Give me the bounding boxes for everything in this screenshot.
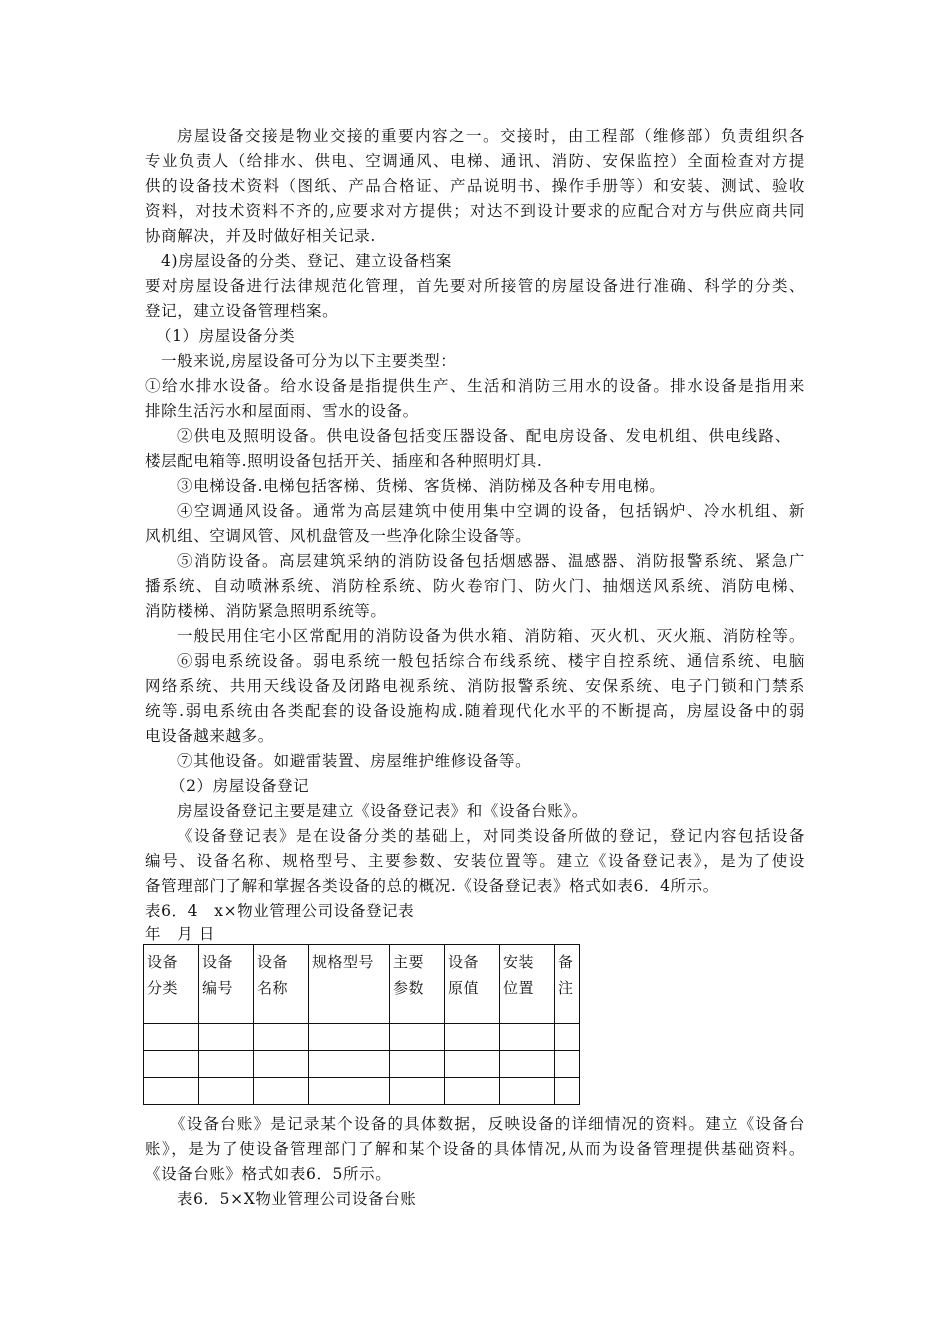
paragraph-line: 房屋设备交接是物业交接的重要内容之一。交接时，由工程部（维修部）负责组织各 (177, 127, 805, 145)
paragraph-line: ⑤消防设备。高层建筑采纳的消防设备包括烟感器、温感器、消防报警系统、紧急广 (177, 552, 805, 570)
header-cell (500, 945, 555, 1024)
table-row (144, 1051, 580, 1078)
paragraph-line: 要对房屋设备进行法律规范化管理，首先要对所接管的房屋设备进行准确、科学的分类、 (145, 277, 805, 295)
paragraph-line: 备管理部门了解和掌握各类设备的总的概况.《设备登记表》格式如表6．4所示。 (145, 877, 719, 895)
table-cell (390, 1051, 445, 1078)
paragraph-line: ⑦其他设备。如避雷装置、房屋维护维修设备等。 (177, 752, 532, 770)
header-text: 参数 (393, 979, 425, 997)
paragraph-line: 《设备台账》格式如表6．5所示。 (145, 1165, 392, 1183)
paragraph-line: 《设备登记表》是在设备分类的基础上，对同类设备所做的登记，登记内容包括设备 (177, 827, 805, 845)
paragraph-line: ④空调通风设备。通常为高层建筑中使用集中空调的设备，包括锅炉、冷水机组、新 (177, 502, 805, 520)
subsection-heading: （2）房屋设备登记 (170, 777, 310, 795)
header-text: 规格型号 (312, 953, 375, 971)
header-cell (144, 945, 199, 1024)
header-text: 安装 (503, 953, 535, 971)
header-text: 设备 (202, 953, 234, 971)
paragraph-line: 《设备台账》是记录某个设备的具体数据，反映设备的详细情况的资料。建立《设备台 (170, 1115, 805, 1133)
table-cell (144, 1078, 199, 1105)
paragraph-line: ③电梯设备.电梯包括客梯、货梯、客货梯、消防梯及各种专用电梯。 (177, 477, 666, 495)
table-date-line: 年 月 日 (145, 925, 215, 943)
table-cell (555, 1051, 580, 1078)
table-cell (199, 1051, 254, 1078)
paragraph-line: 资料，对技术资料不齐的,应要求对方提供；对达不到设计要求的应配合对方与供应商共同 (145, 202, 805, 220)
paragraph-line: ②供电及照明设备。供电设备包括变压器设备、配电房设备、发电机组、供电线路、 (177, 427, 791, 445)
table-cell (445, 1024, 500, 1051)
paragraph-line: 房屋设备登记主要是建立《设备登记表》和《设备台账》。 (177, 802, 588, 820)
table-cell (500, 1051, 555, 1078)
header-text: 分类 (147, 979, 179, 997)
header-text: 编号 (202, 979, 234, 997)
paragraph-line: 消防楼梯、消防紧急照明系统等。 (145, 602, 387, 620)
table-cell (390, 1078, 445, 1105)
header-cell (309, 945, 390, 1024)
table-cell (309, 1024, 390, 1051)
paragraph-line: 楼层配电箱等.照明设备包括开关、插座和各种照明灯具. (145, 452, 543, 470)
header-text: 原值 (448, 979, 480, 997)
subsection-heading: （1）房屋设备分类 (156, 327, 296, 345)
header-text: 注 (558, 979, 574, 997)
header-cell (390, 945, 445, 1024)
paragraph-line: 账》，是为了使设备管理部门了解和某个设备的具体情况,从而为设备管理提供基础资料。 (145, 1140, 805, 1158)
table-caption: 表6．4 x×物业管理公司设备登记表 (145, 902, 415, 920)
table-cell (309, 1051, 390, 1078)
header-cell (254, 945, 309, 1024)
table-cell (199, 1078, 254, 1105)
table-header-row (144, 945, 580, 1024)
paragraph-line: ⑥弱电系统设备。弱电系统一般包括综合布线系统、楼宇自控系统、通信系统、电脑 (177, 652, 805, 670)
header-text: 主要 (393, 953, 425, 971)
table-row (144, 1024, 580, 1051)
table-cell (500, 1078, 555, 1105)
equipment-register-table (143, 944, 580, 1105)
paragraph-line: 风机组、空调风管、风机盘管及一些净化除尘设备等。 (145, 527, 532, 545)
paragraph-line: 登记，建立设备管理档案。 (145, 302, 339, 320)
table-cell (144, 1024, 199, 1051)
table-cell (254, 1051, 309, 1078)
table-cell (500, 1024, 555, 1051)
table-cell (144, 1051, 199, 1078)
header-text: 位置 (503, 979, 535, 997)
table-cell (555, 1078, 580, 1105)
table-cell (309, 1078, 390, 1105)
section-heading: 4)房屋设备的分类、登记、建立设备档案 (161, 252, 452, 270)
paragraph-line: 统等.弱电系统由各类配套的设备设施构成.随着现代化水平的不断提高，房屋设备中的弱 (145, 702, 805, 720)
header-text: 设备 (448, 953, 480, 971)
table-cell (445, 1051, 500, 1078)
paragraph-line: ①给水排水设备。给水设备是指提供生产、生活和消防三用水的设备。排水设备是指用来 (145, 377, 805, 395)
paragraph-line: 编号、设备名称、规格型号、主要参数、安装位置等。建立《设备登记表》，是为了使设 (145, 852, 805, 870)
header-text: 设备 (147, 953, 179, 971)
table-cell (199, 1024, 254, 1051)
header-cell (555, 945, 580, 1024)
table-cell (555, 1024, 580, 1051)
paragraph-line: 电设备越来越多。 (145, 727, 274, 745)
paragraph-line: 播系统、自动喷淋系统、消防栓系统、防火卷帘门、防火门、抽烟送风系统、消防电梯、 (145, 577, 805, 595)
paragraph-line: 排除生活污水和屋面雨、雪水的设备。 (145, 402, 419, 420)
paragraph-line: 一般来说,房屋设备可分为以下主要类型： (161, 352, 457, 370)
header-text: 设备 (257, 953, 289, 971)
table-cell (445, 1078, 500, 1105)
header-text: 备 (558, 953, 574, 971)
paragraph-line: 网络系统、共用天线设备及闭路电视系统、消防报警系统、安保系统、电子门锁和门禁系 (145, 677, 805, 695)
table-row (144, 1078, 580, 1105)
header-cell (445, 945, 500, 1024)
paragraph-line: 供的设备技术资料（图纸、产品合格证、产品说明书、操作手册等）和安装、测试、验收 (145, 177, 805, 195)
table-cell (390, 1024, 445, 1051)
table-cell (254, 1078, 309, 1105)
paragraph-line: 协商解决，并及时做好相关记录. (145, 227, 376, 245)
paragraph-line: 专业负责人（给排水、供电、空调通风、电梯、通讯、消防、安保监控）全面检查对方提 (145, 152, 805, 170)
table-caption: 表6．5×X物业管理公司设备台账 (177, 1190, 417, 1208)
paragraph-line: 一般民用住宅小区常配用的消防设备为供水箱、消防箱、灭火机、灭火瓶、消防栓等。 (177, 627, 805, 645)
table-cell (254, 1024, 309, 1051)
header-text: 名称 (257, 979, 289, 997)
header-cell (199, 945, 254, 1024)
